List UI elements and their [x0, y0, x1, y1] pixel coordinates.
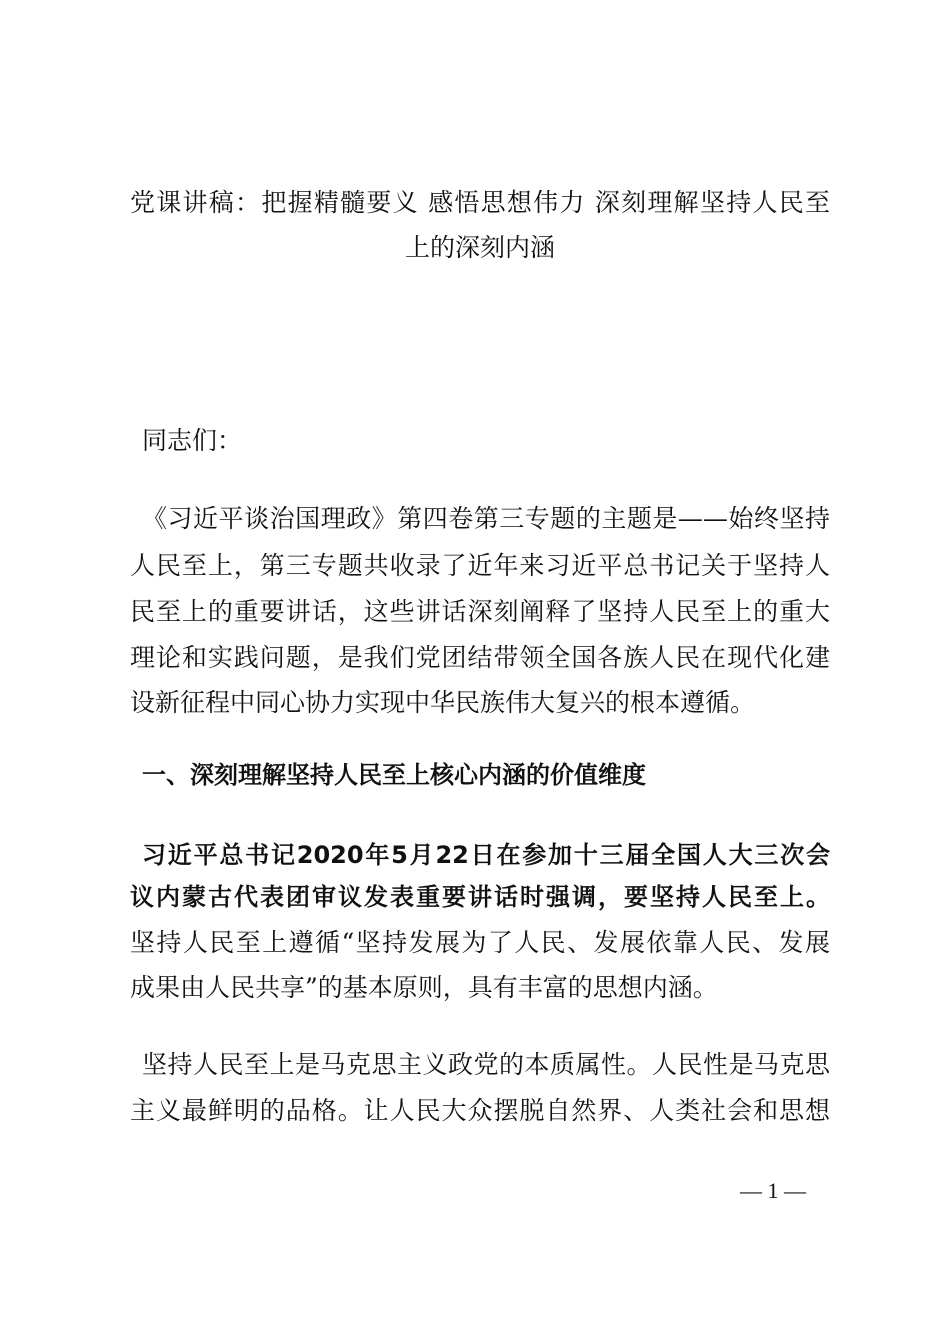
- page-number: — 1 —: [740, 1178, 806, 1203]
- paragraph-line: 理论和实践问题，是我们党团结带领全国各族人民在现代化建: [130, 643, 830, 672]
- paragraph-line: 《习近平谈治国理政》第四卷第三专题的主题是——始终坚持: [142, 504, 830, 533]
- paragraph-line: 人民至上，第三专题共收录了近年来习近平总书记关于坚持人: [130, 551, 830, 580]
- paragraph-line: 成果由人民共享”的基本原则，具有丰富的思想内涵。: [130, 973, 718, 1002]
- section-heading: 一、深刻理解坚持人民至上核心内涵的价值维度: [142, 761, 646, 789]
- document-title-line-1: 党课讲稿：把握精髓要义 感悟思想伟力 深刻理解坚持人民至: [130, 188, 830, 217]
- bold-paragraph-line: 习近平总书记2020年5月22日在参加十三届全国人大三次会: [142, 841, 830, 869]
- bold-paragraph-line: 议内蒙古代表团审议发表重要讲话时强调，要坚持人民至上。: [130, 883, 830, 911]
- paragraph-line: 设新征程中同心协力实现中华民族伟大复兴的根本遵循。: [130, 688, 756, 717]
- paragraph-line: 民至上的重要讲话，这些讲话深刻阐释了坚持人民至上的重大: [130, 597, 830, 626]
- paragraph-line: 坚持人民至上遵循“坚持发展为了人民、发展依靠人民、发展: [130, 928, 830, 957]
- document-title-line-2: 上的深刻内涵: [404, 233, 555, 262]
- salutation: 同志们：: [142, 426, 243, 455]
- paragraph-line: 主义最鲜明的品格。让人民大众摆脱自然界、人类社会和思想: [130, 1096, 830, 1125]
- paragraph-line: 坚持人民至上是马克思主义政党的本质属性。人民性是马克思: [142, 1050, 830, 1079]
